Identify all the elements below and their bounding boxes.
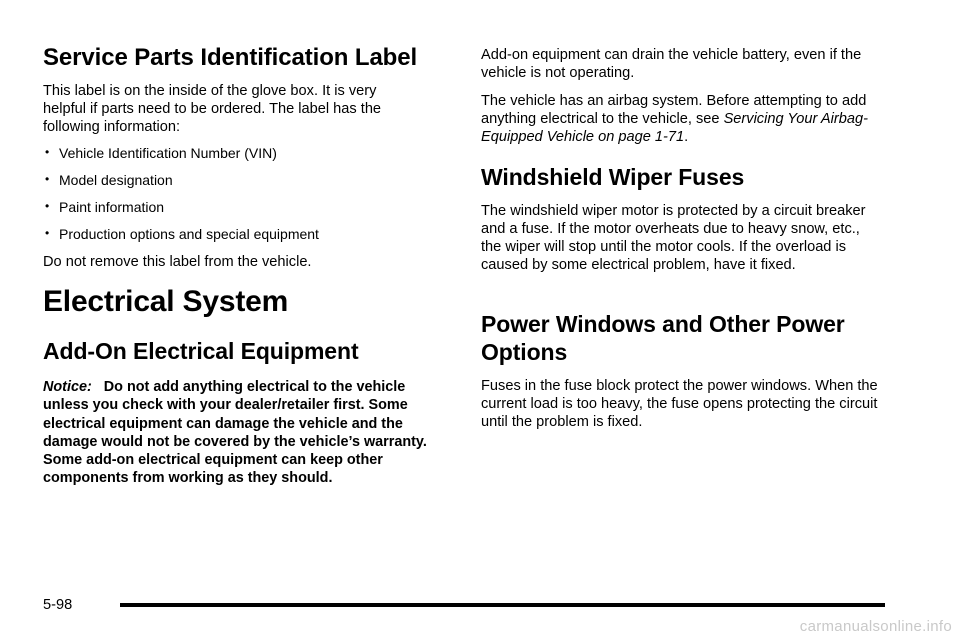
paragraph-power-windows: Fuses in the fuse block protect the power windows. When the current load is too heavy, the fuse opens protecting the circuit until the problem is fixed. bbox=[481, 378, 878, 430]
heading-power-windows-line2: Options bbox=[481, 339, 568, 365]
airbag-page-reference: Servicing Your Airbag-Equipped Vehicle on page 1-71 bbox=[481, 111, 868, 145]
list-item: • Model designation bbox=[45, 172, 173, 188]
notice-label: Notice: bbox=[43, 379, 92, 395]
paragraph-wiper-fuses: The windshield wiper motor is protected by a circuit breaker and a fuse. If the motor overheats due to heavy snow, etc., the wiper will stop until the motor cools. If the overload is caused by some electrical problem, have it fixed. bbox=[481, 203, 866, 273]
bullet-icon: • bbox=[45, 199, 50, 213]
paragraph-addon-drain: Add-on equipment can drain the vehicle battery, even if the vehicle is not operating. bbox=[481, 47, 862, 81]
page-number: 5-98 bbox=[43, 597, 73, 613]
heading-power-windows-line1: Power Windows and Other Power bbox=[481, 311, 845, 337]
label-info-list bbox=[43, 144, 319, 252]
bullet-icon: • bbox=[45, 172, 50, 186]
notice-paragraph bbox=[43, 378, 448, 488]
paragraph-service-outro: Do not remove this label from the vehicle. bbox=[43, 254, 312, 270]
list-item: • Vehicle Identification Number (VIN) bbox=[45, 145, 277, 161]
paragraph-airbag: The vehicle has an airbag system. Before attempting to add anything electrical to the vehicle, see Servicing Your Airbag-Equipped Vehicle on page 1-71. bbox=[481, 93, 868, 145]
list-item: • Production options and special equipment bbox=[45, 226, 319, 242]
list-item: • Paint information bbox=[45, 199, 165, 215]
bullet-icon: • bbox=[45, 226, 50, 240]
heading-addon-equipment: Add-On Electrical Equipment bbox=[43, 338, 359, 364]
heading-service-parts-label: Service Parts Identification Label bbox=[43, 44, 418, 71]
heading-electrical-system: Electrical System bbox=[43, 285, 289, 318]
footer-divider bbox=[120, 603, 885, 607]
heading-windshield-wiper-fuses: Windshield Wiper Fuses bbox=[481, 164, 745, 190]
watermark-text: carmanualsonline.info bbox=[799, 618, 952, 635]
notice-text: Do not add anything electrical to the vehicle unless you check with your dealer/retailer first. Some electrical equipment can damage the vehicle and the damage would not be covered by the vehicle’s warranty. Some add-on electrical equipment can keep other components from working as they should. bbox=[43, 379, 427, 487]
bullet-icon: • bbox=[45, 145, 50, 159]
paragraph-service-intro: This label is on the inside of the glove box. It is very helpful if parts need to be ordered. The label has the following information: bbox=[43, 83, 382, 135]
